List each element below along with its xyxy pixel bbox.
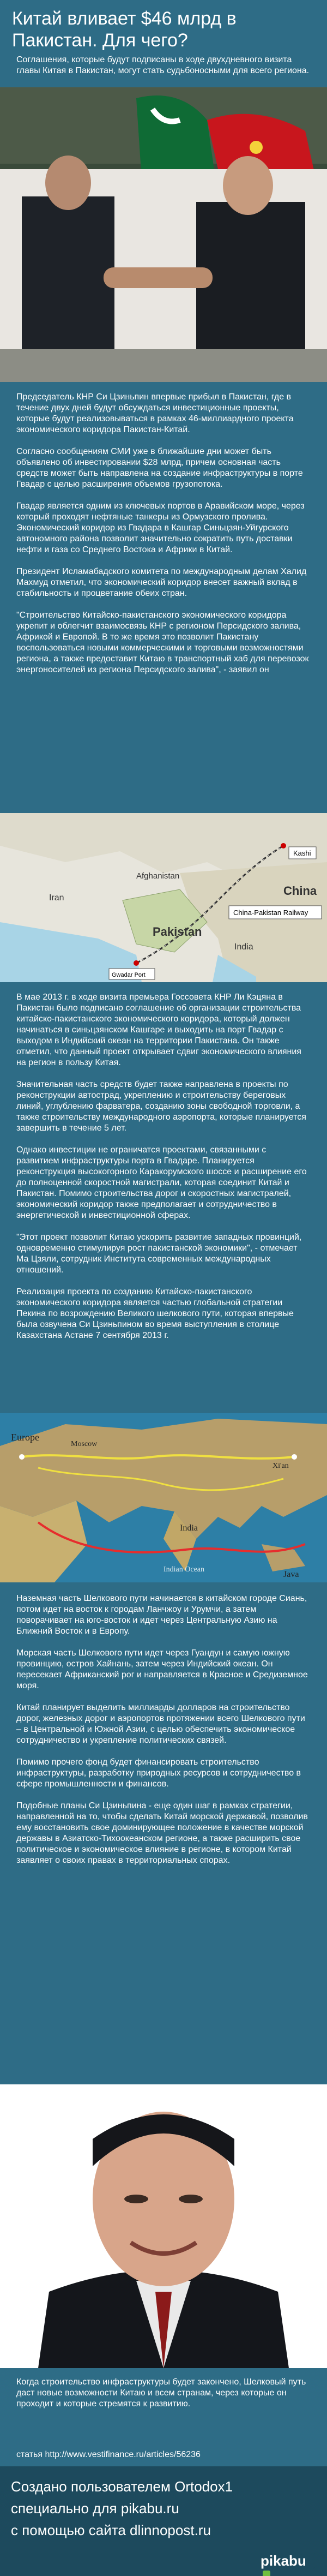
paragraph: Морская часть Шелкового пути идет через Гуандун и самую южную провинцию, остров Хайнань, затем через Индийский океан. Он пересекает Африканский рог и направляется в Красное и Средиземное моря.	[16, 1648, 308, 1690]
paragraph: Китай планирует выделить миллиарды долларов на строительство дорог, железных дорог и аэропортов протяжении всего Шелкового пути – в Центральной и Южной Азии, с целью обеспечить экономическое сотрудничество и укрепление политических связей.	[16, 1703, 305, 1745]
label-railway: China-Pakistan Railway	[233, 909, 308, 917]
handshake-image	[0, 87, 327, 382]
pikabu-logo-text: pikabu	[261, 2553, 306, 2569]
paragraph: Значительная часть средств будет также направлена в проекты по реконструкции автострад, укреплению и строительству береговых линий, углублению фарватера, созданию зоны свободной торговли, а также строительству международного аэропорта, которые планируется завершить в течение 5 лет.	[16, 1080, 306, 1133]
label-india: India	[180, 1523, 198, 1533]
portrait-photo	[0, 2084, 327, 2368]
source-link[interactable]: статья http://www.vestifinance.ru/articles/56236	[16, 2450, 201, 2459]
footer-tool[interactable]: с помощью сайта dlinnopost.ru	[11, 2522, 211, 2538]
label-indian-ocean: Indian Ocean	[164, 1565, 205, 1574]
paragraph: Председатель КНР Си Цзиньпин впервые прибыл в Пакистан, где в течение двух дней будут обсуждаться инвестиционные проекты, которые будут реализовываться в рамках 46-миллиардного проекта экономического коридора Пакистан-Китай.	[16, 392, 294, 434]
silk-road-map-image	[0, 1413, 327, 1582]
footer	[0, 2466, 327, 2576]
label-china: China	[283, 884, 317, 898]
corridor-map-image	[0, 813, 327, 982]
paragraph: Помимо прочего фонд будет финансировать строительство инфраструктуры, разработку природных ресурсов и сотрудничество в сфере промышленности и финансов.	[16, 1758, 301, 1789]
closing-text: Когда строительство инфраструктуры будет закончено, Шелковый путь даст новые возможности Китаю и всем странам, через которые он проходит и которые стремятся к развитию.	[16, 2377, 306, 2408]
label-afghanistan: Afghanistan	[136, 871, 180, 881]
label-gwadar: Gwadar Port	[112, 972, 146, 978]
footer-author: Создано пользователем Ortodox1	[11, 2478, 233, 2495]
paragraph: Президент Исламабадского комитета по международным делам Халид Махмуд отметил, что экономический коридор внесет важный вклад в стабильность и процветание обеих стран.	[16, 567, 307, 598]
article-body-2	[0, 992, 327, 1341]
label-india: India	[234, 942, 253, 952]
paragraph: В мае 2013 г. в ходе визита премьера Госсовета КНР Ли Кэцяна в Пакистан было подписано соглашение об организации строительства китайско-пакистанского экономического коридора, который должен начинаться в синьцзянском Кашгаре и выходить на порт Гвадар с выходом в Индийский океан на территории Пакистана. Он также отметил, что данный проект открывает сдвиг экономического влияния на регион в пользу Китая.	[16, 993, 301, 1067]
label-moscow: Moscow	[71, 1440, 98, 1448]
intro-text: Соглашения, которые будут подписаны в ходе двухдневного визита главы Китая в Пакистан, могут стать судьбоносными для всего региона.	[16, 55, 310, 75]
label-iran: Iran	[49, 893, 64, 903]
label-xian: Xi'an	[272, 1462, 289, 1470]
pikabu-logo-icon	[263, 2571, 270, 2576]
paragraph: "Этот проект позволит Китаю ускорить развитие западных провинций, одновременно стимулируя рост пакистанской экономики", - отмечает Ма Цзяли, сотрудник Института современных международных отношений.	[16, 1233, 302, 1275]
portrait-image	[0, 2084, 327, 2368]
intro-block	[0, 55, 327, 76]
closing-block	[0, 2377, 327, 2410]
paragraph: Подобные планы Си Цзиньпина - еще один шаг в рамках стратегии, направленной на то, чтобы сделать Китай морской державой, позволив ему восстановить свое доминирующее положение в качестве морской державы в Азиатско-Тихоокеанском регионе, а также расширить свое политическое и экономическое влияние в регионе, в котором Китай заявляет о своих правах в территориальных спорах.	[16, 1801, 308, 1865]
article-body-3	[0, 1593, 327, 1866]
footer-site[interactable]: специально для pikabu.ru	[11, 2500, 179, 2517]
paragraph: Согласно сообщениям СМИ уже в ближайшие дни может быть объявлено об инвестировании $28 млрд, причем основная часть средств может быть направлена на создание инфраструктуры в порте Гвадар с целью расширения объемов грузопотока.	[16, 447, 303, 489]
corridor-map	[0, 813, 327, 982]
page-title: Китай вливает $46 млрд в Пакистан. Для чего?	[12, 8, 237, 51]
paragraph: Наземная часть Шелкового пути начинается в китайском городе Сиань, потом идет на восток к городам Ланчжоу и Урумчи, а затем поворачивает на юго-восток и идет через Центральную Азию на Ближний Восток и в Европу.	[16, 1594, 307, 1636]
paragraph: Однако инвестиции не ограничатся проектами, связанными с развитием инфраструктуры порта в Гвадаре. Планируется реконструкция высокогорного Каракорумского шоссе и расширение его до полноценной скоростной магистрали, которая соединит Китай и Пакистан. Помимо строительства дорог и скоростных магистралей, экономический коридор также предполагает и сотрудничество в энергетической и инвестиционной сферах.	[16, 1145, 307, 1220]
label-europe: Europe	[11, 1432, 39, 1443]
label-pakistan: Pakistan	[153, 925, 202, 939]
header-block	[0, 0, 327, 51]
pikabu-logo[interactable]	[261, 2553, 315, 2569]
paragraph: "Строительство Китайско-пакистанского экономического коридора укрепит и облегчит взаимосвязь КНР с регионом Персидского залива, Африкой и Европой. В то же время это позволит Пакистану воспользоваться новыми коммерческими и торговыми возможностями региона, а также предоставит Китаю в транспортный хаб для перевозок энергоносителей из региона Персидского залива", - заявил он	[16, 611, 309, 674]
handshake-photo	[0, 87, 327, 382]
silk-road-map	[0, 1413, 327, 1582]
label-kashi: Kashi	[293, 849, 311, 857]
paragraph: Гвадар является одним из ключевых портов в Аравийском море, через который проходят нефтяные танкеры из Ормузского пролива. Экономический коридор из Гвадара в Кашгар Синьцзян-Уйгурского автономного района позволит значительно сократить путь доставки нефти и газа со Среднего Востока и Африки в Китай.	[16, 501, 305, 554]
label-java: Java	[283, 1570, 299, 1579]
paragraph: Реализация проекта по созданию Китайско-пакистанского экономического коридора является частью глобальной стратегии Пекина по возрождению Великого шелкового пути, которая впервые была озвучена Си Цзиньпином во время выступления в столице Казахстана Астане 7 сентября 2013 г.	[16, 1287, 294, 1340]
article-body-1	[0, 392, 327, 676]
